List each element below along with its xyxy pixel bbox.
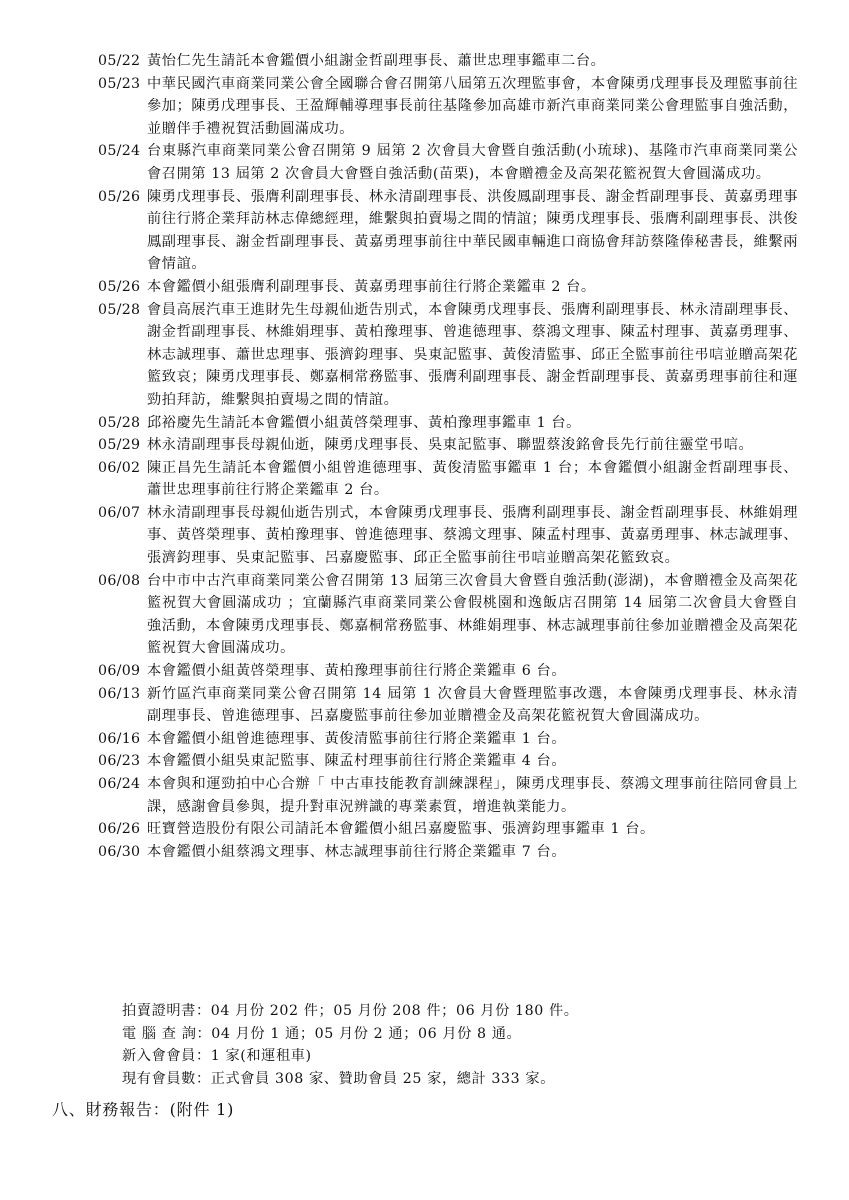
entry-date: 05/22 xyxy=(98,53,141,69)
stat-line: 電 腦 查 詢：04 月份 1 通；05 月份 2 通；06 月份 8 通。 xyxy=(122,1025,522,1042)
entry-date: 05/23 xyxy=(98,75,141,92)
entry-text: 本會鑑價小組曾進德理事、黃俊清監事前往行將企業鑑車 1 台。 xyxy=(147,730,567,747)
entry-date: 05/24 xyxy=(98,143,141,160)
log-entry xyxy=(98,841,798,864)
entry-date: 06/09 xyxy=(98,663,141,680)
log-entry xyxy=(98,434,798,457)
entry-date: 06/30 xyxy=(98,843,141,860)
entry-text: 本會與和運勁拍中心合辦「 中古車技能教育訓練課程」，陳勇戊理事長、蔡鴻文理事前往陪同會員上課，感謝會員參與，提升對車況辨識的專業素質，增進執業能力。 xyxy=(147,776,798,815)
entry-date: 05/26 xyxy=(98,188,141,205)
log-entry xyxy=(98,186,798,276)
entry-date: 06/16 xyxy=(98,730,141,747)
entry-text: 陳正昌先生請託本會鑑價小組曾進德理事、黃俊清監事鑑車 1 台；本會鑑價小組謝金哲副理事長、蕭世忠理事前往行將企業鑑車 2 台。 xyxy=(147,459,798,499)
entry-text: 本會鑑價小組蔡鴻文理事、林志誠理事前往行將企業鑑車 7 台。 xyxy=(147,843,567,860)
entry-date: 05/29 xyxy=(98,437,141,454)
log-entry xyxy=(98,73,798,141)
entry-text: 林永清副理事長母親仙逝告別式，本會陳勇戊理事長、張膺利副理事長、謝金哲副理事長、林維娟理事、黃啓榮理事、黃柏豫理事、曾進德理事、蔡鴻文理事、陳孟村理事、黃嘉勇理事、林志誠理事、張濟鈞理事、吳東記監事、呂嘉慶監事、邱正全監事前往弔唁並贈高架花籃致哀。 xyxy=(147,504,798,567)
entry-text: 陳勇戊理事長、張膺利副理事長、林永清副理事長、洪俊鳳副理事長、謝金哲副理事長、黃嘉勇理事前往行將企業拜訪林志偉總經理，維繫與拍賣場之間的情誼；陳勇戊理事長、張膺利副理事長、洪俊鳳副理事長、謝金哲副理事長、黃嘉勇理事前往中華民國車輛進口商協會拜訪蔡隆俸秘書長，維繫兩會情誼。 xyxy=(147,188,798,273)
entry-date: 06/24 xyxy=(98,776,141,792)
entry-text: 黃怡仁先生請託本會鑑價小組謝金哲副理事長、蕭世忠理事鑑車二台。 xyxy=(147,53,606,69)
entry-text: 會員高展汽車王進財先生母親仙逝告別式，本會陳勇戊理事長、張膺利副理事長、林永清副理事長、謝金哲副理事長、林維娟理事、黃柏豫理事、曾進德理事、蔡鴻文理事、陳孟村理事、黃嘉勇理事、林志誠理事、蕭世忠理事、張濟鈞理事、吳東記監事、黃俊清監事、邱正全監事前往弔唁並贈高架花籃致哀；陳勇戊理事長、鄭嘉桐常務監事、張膺利副理事長、謝金哲副理事長、黃嘉勇理事前往和運勁拍拜訪，維繫與拍賣場之間的情誼。 xyxy=(147,301,798,408)
entry-date: 06/23 xyxy=(98,753,141,770)
log-entry xyxy=(98,750,798,773)
entry-text: 本會鑑價小組張膺利副理事長、黃嘉勇理事前往行將企業鑑車 2 台。 xyxy=(147,278,596,295)
log-entry xyxy=(98,276,798,299)
entry-date: 06/13 xyxy=(98,685,141,702)
log-entry xyxy=(98,412,798,435)
log-entry xyxy=(98,457,798,502)
stat-line: 新入會會員：1 家(和運租車) xyxy=(122,1048,312,1065)
log-entry xyxy=(98,299,798,412)
log-entry xyxy=(98,570,798,660)
log-entry xyxy=(98,50,798,73)
log-entry xyxy=(98,773,798,818)
entry-text: 中華民國汽車商業同業公會全國聯合會召開第八屆第五次理監事會，本會陳勇戊理事長及理監事前往參加；陳勇戊理事長、王盈輝輔導理事長前往基隆參加高雄市新汽車商業同業公會理監事自強活動，並贈伴手禮祝賀活動圓滿成功。 xyxy=(147,75,798,137)
log-entry xyxy=(98,728,798,751)
log-entry xyxy=(98,140,798,185)
stat-line: 現有會員數：正式會員 308 家、贊助會員 25 家，總計 333 家。 xyxy=(122,1070,555,1087)
section-heading-financial-report: 八、財務報告：(附件 1) xyxy=(52,1100,235,1119)
entry-date: 05/28 xyxy=(98,301,141,318)
entry-text: 台東縣汽車商業同業公會召開第 9 屆第 2 次會員大會暨自強活動(小琉球)、基隆市汽車商業同業公會召開第 13 屆第 2 次會員大會暨自強活動(苗栗)，本會贈禮金及高架花籃祝賀大會圓滿成功。 xyxy=(147,143,798,182)
entry-date: 06/07 xyxy=(98,504,141,521)
entry-date: 06/08 xyxy=(98,572,141,589)
entry-text: 旺寶營造股份有限公司請託本會鑑價小組呂嘉慶監事、張濟鈞理事鑑車 1 台。 xyxy=(147,821,655,838)
entry-date: 05/26 xyxy=(98,278,141,295)
entry-text: 台中市中古汽車商業同業公會召開第 13 屆第三次會員大會暨自強活動(澎湖)，本會贈禮金及高架花籃祝賀大會圓滿成功 ；宜蘭縣汽車商業同業公會假桃園和逸飯店召開第 14 屆第二次會員大會暨自強活動，本會陳勇戊理事長、鄭嘉桐常務監事、林維娟理事、林志誠理事前往參加並贈禮金及高架花籃祝賀大會圓滿成功。 xyxy=(147,572,798,657)
log-entry xyxy=(98,818,798,841)
log-entry xyxy=(98,660,798,683)
entry-date: 05/28 xyxy=(98,414,141,431)
statistics-summary xyxy=(122,1000,782,1090)
log-entry xyxy=(98,502,798,570)
entry-text: 邱裕慶先生請託本會鑑價小組黃啓榮理事、黃柏豫理事鑑車 1 台。 xyxy=(147,414,581,431)
log-entry xyxy=(98,683,798,728)
entry-text: 新竹區汽車商業同業公會召開第 14 屆第 1 次會員大會暨理監事改選，本會陳勇戊理事長、林永清副理事長、曾進德理事、呂嘉慶監事前往參加並贈禮金及高架花籃祝賀大會圓滿成功。 xyxy=(147,685,798,725)
stat-line: 拍賣證明書：04 月份 202 件；05 月份 208 件；06 月份 180 件。 xyxy=(122,1003,579,1019)
entry-text: 本會鑑價小組黃啓榮理事、黃柏豫理事前往行將企業鑑車 6 台。 xyxy=(147,663,567,680)
entry-text: 林永清副理事長母親仙逝，陳勇戊理事長、吳東記監事、聯盟蔡浚銘會長先行前往靈堂弔唁。 xyxy=(147,437,754,454)
entry-date: 06/26 xyxy=(98,821,141,838)
event-log xyxy=(98,50,798,863)
entry-text: 本會鑑價小組吳東記監事、陳孟村理事前往行將企業鑑車 4 台。 xyxy=(147,753,567,770)
entry-date: 06/02 xyxy=(98,459,141,476)
